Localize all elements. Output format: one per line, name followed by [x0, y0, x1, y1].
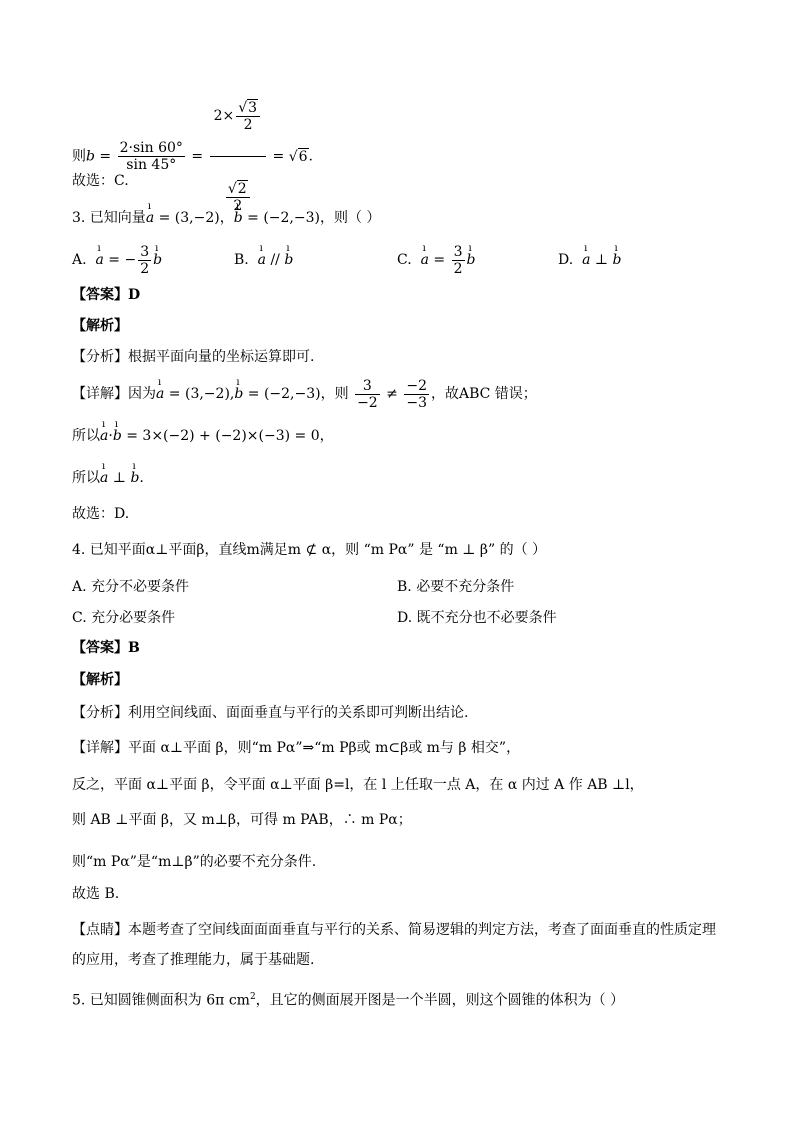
q3-option-c[interactable]: C. ı a = $\frac{3}{2}$ ı b: [397, 240, 475, 280]
q4-detail-3: 则 AB ⊥平面 β，又 m⊥β，可得 m PAB，∴ m Pα；: [72, 812, 412, 828]
q4-choice: 故选 B.: [72, 886, 120, 902]
q4-option-d[interactable]: D. 既不充分也不必要条件: [397, 610, 557, 626]
q4-option-c[interactable]: C. 充分必要条件: [72, 610, 176, 626]
q4-comment-1: 【点睛】本题考查了空间线面面面垂直与平行的关系、简易逻辑的判定方法，考查了面面垂直的性质定理: [72, 922, 716, 938]
q5-stem: 5. 已知圆锥侧面积为 6π $cm^2$，且它的侧面展开图是一个半圆，则这个圆锥的体积为（ ）: [72, 992, 625, 1009]
q4-fenxi: 【分析】利用空间线面、面面垂直与平行的关系即可判断出结论.: [72, 705, 469, 721]
q3-option-b[interactable]: B. ı a // ı b: [234, 250, 293, 270]
q3-detail: 【详解】因为ı a = (3,−2),ı b = (−2,−3)，则 $\frac{3}{-2}$ ≠ $\frac{-2}{-3}$ ，故ABC 错误；: [72, 375, 537, 413]
q3-perp: 所以ı a ⊥ ı b.: [72, 468, 144, 488]
q4-answer: 【答案】B: [72, 640, 140, 656]
q3-option-a[interactable]: A. ı a = − $\frac{3}{2}$ ı b: [72, 240, 162, 280]
q3-answer: 【答案】D: [72, 287, 141, 303]
q4-detail-2: 反之，平面 α⊥平面 β，令平面 α⊥平面 β=l，在 l 上任取一点 A，在 α 内过 A 作 AB ⊥l，: [72, 777, 644, 793]
fraction-sin: $\frac{2\cdot\sin 60^\circ}{\sin 45^\circ}$: [119, 140, 183, 173]
q4-comment-2: 的应用，考查了推理能力，属于基础题.: [72, 952, 315, 968]
q4-detail-4: 则“m Pα”是“m⊥β”的必要不充分条件.: [72, 854, 317, 870]
fraction-root: 2× $\frac{√3}{2}$ $\frac{√2}{2}$: [210, 78, 266, 235]
q4-analysis-label: 【解析】: [72, 672, 128, 688]
q2-formula-line: 则b = $\frac{2\cdot\sin 60^\circ}{\sin 45^\circ}$ = 2× $\frac{√3}{2}$ $\frac{√2}{2}$ = √6.: [72, 78, 313, 235]
q4-option-a[interactable]: A. 充分不必要条件: [72, 579, 190, 595]
q4-option-b[interactable]: B. 必要不充分条件: [397, 579, 515, 595]
q4-stem: 4. 已知平面α⊥平面β，直线m满足m ⊄ α，则 “m Pα” 是 “m ⊥ β” 的（ ）: [72, 542, 547, 558]
q3-fenxi: 【分析】根据平面向量的坐标运算即可.: [72, 349, 315, 365]
q3-dot-product: 所以ı a·ı b = 3×(−2) + (−2)×(−3) = 0，: [72, 426, 334, 446]
q3-choice: 故选：D.: [72, 506, 130, 522]
sqrt-result: √6: [288, 148, 308, 165]
q3-stem: 3. 已知向量ı a = (3,−2)，ı b = (−2,−3)，则（ ）: [72, 208, 380, 228]
q4-detail-1: 【详解】平面 α⊥平面 β，则“m Pα”⇒“m Pβ或 m⊂β或 m与 β 相交”，: [72, 740, 521, 756]
q3-analysis-label: 【解析】: [72, 318, 128, 334]
q2-choice: 故选：C.: [72, 173, 129, 189]
q3-option-d[interactable]: D. ı a ⊥ ı b: [558, 250, 622, 270]
